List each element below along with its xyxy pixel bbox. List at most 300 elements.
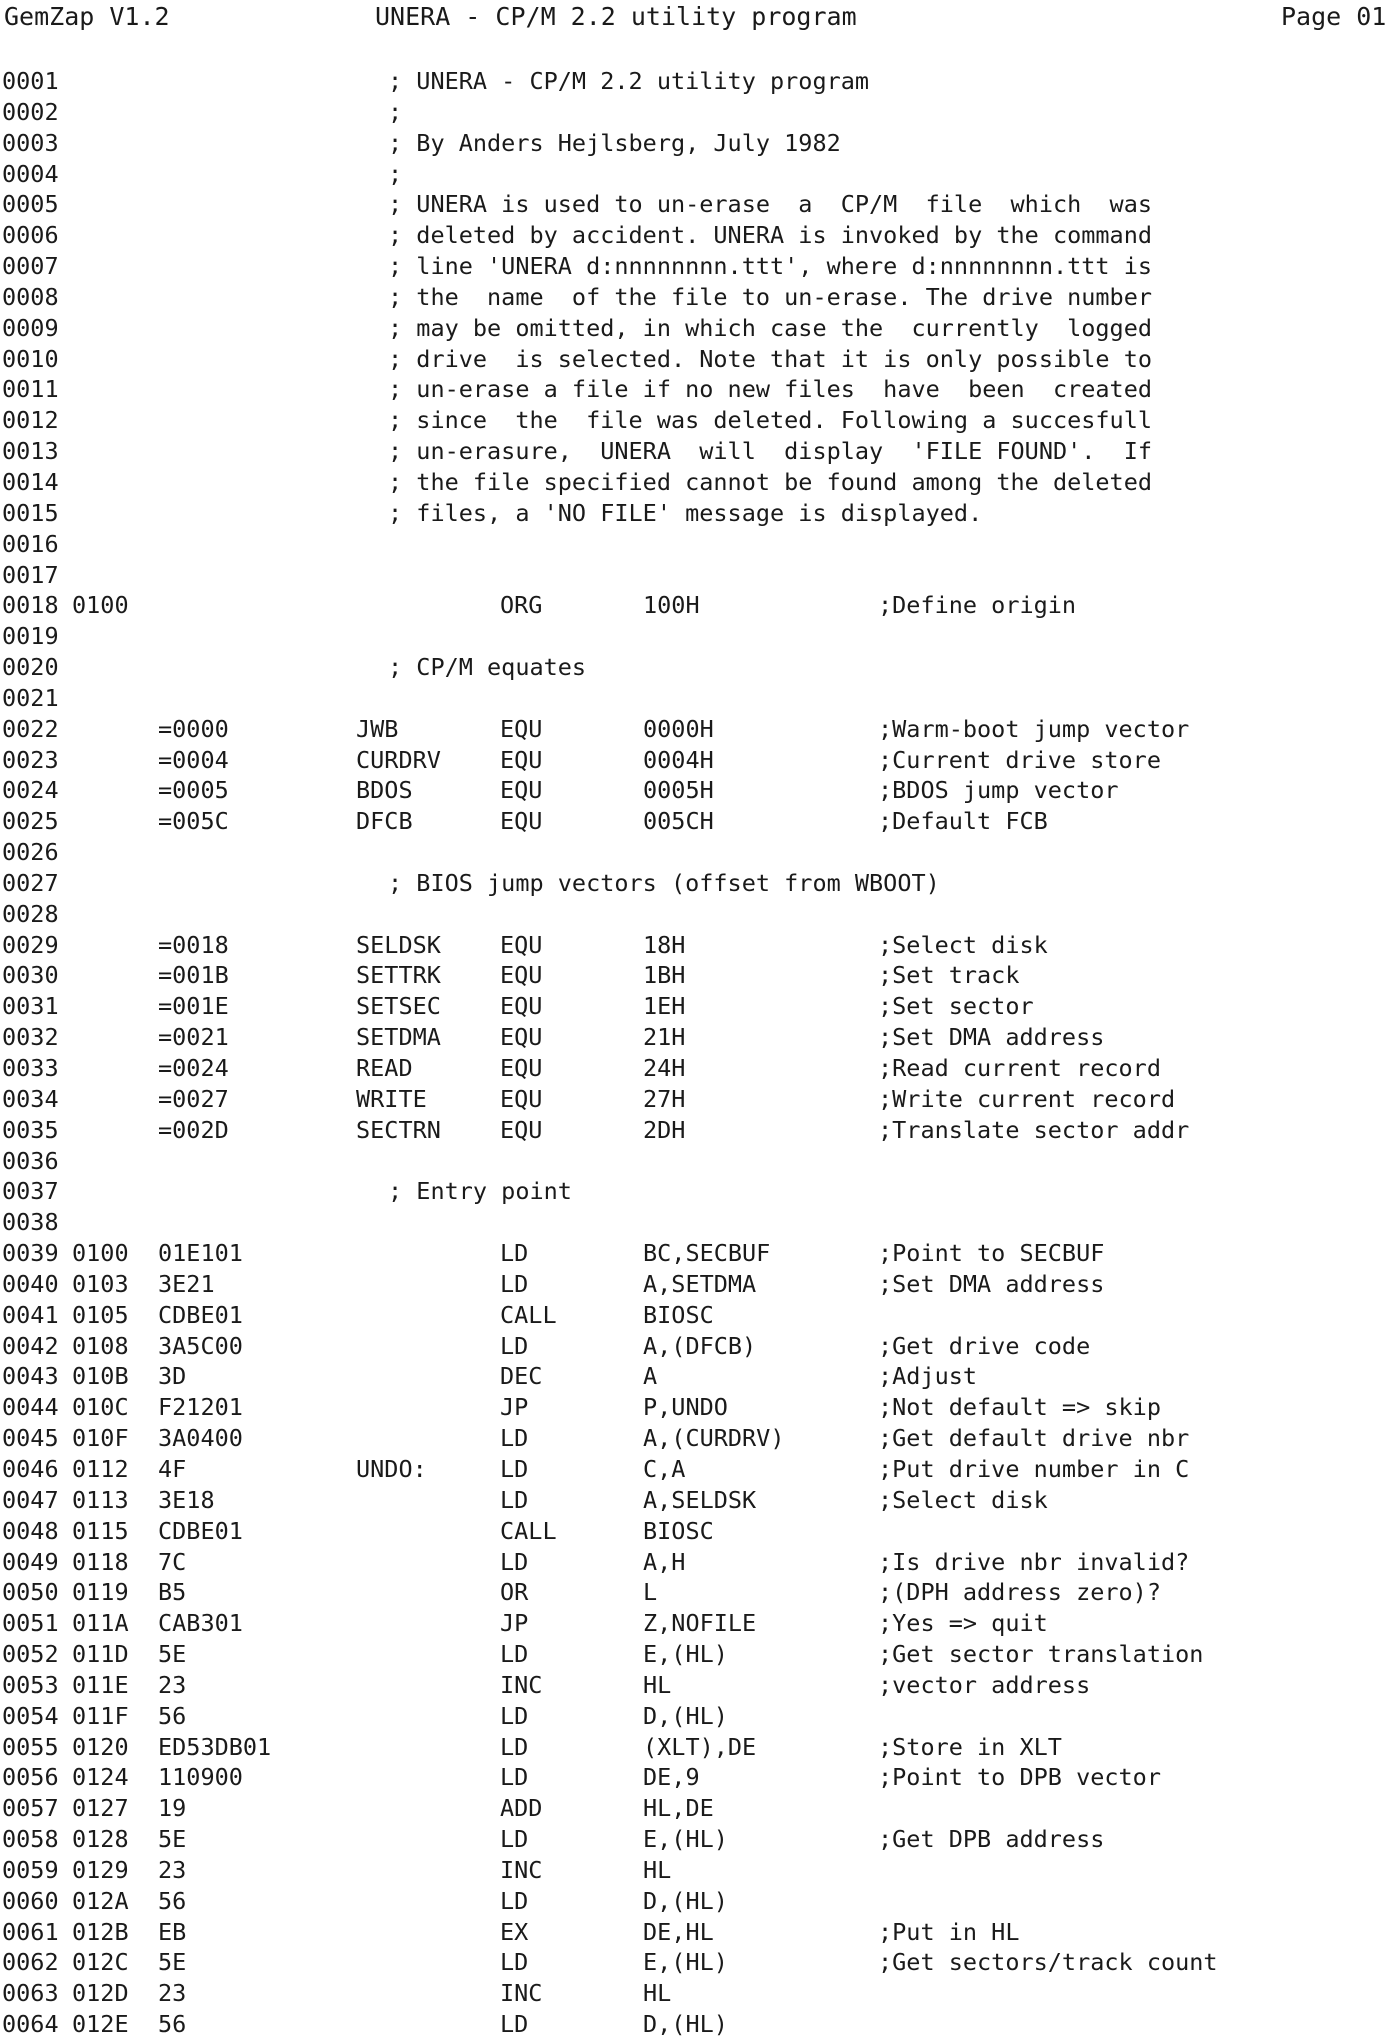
operand: A,SELDSK [643, 1485, 757, 1514]
line-number: 0027 [2, 868, 59, 897]
opcode: ORG [500, 591, 543, 620]
inline-comment: ;Read current record [878, 1054, 1161, 1082]
object-code: 5E [158, 1948, 187, 1977]
operand: A,H [643, 1547, 686, 1576]
line-number: 0041 [2, 1300, 59, 1329]
listing-line [0, 1608, 1386, 1639]
address: 010C [72, 1393, 129, 1422]
line-number: 0051 [2, 1609, 59, 1638]
inline-comment: ;Adjust [878, 1362, 978, 1391]
line-number: 0055 [2, 1732, 59, 1761]
address: 012E [72, 2010, 129, 2039]
listing-line [0, 683, 1386, 714]
listing-line [0, 313, 1386, 344]
object-code: EB [158, 1917, 187, 1946]
address: 0120 [72, 1732, 129, 1761]
line-number: 0058 [2, 1825, 59, 1854]
comment: ; By Anders Hejlsberg, July 1982 [388, 128, 841, 157]
label: DFCB [356, 807, 413, 836]
opcode: INC [500, 1670, 543, 1699]
line-number: 0001 [2, 67, 59, 95]
address: 0113 [72, 1485, 129, 1514]
operand: P,UNDO [643, 1393, 728, 1422]
inline-comment: ;Translate sector addr [878, 1115, 1190, 1144]
listing-line [0, 1855, 1386, 1886]
opcode: EQU [500, 807, 543, 836]
listing-line [0, 806, 1386, 837]
operand: A,(CURDRV) [643, 1424, 785, 1453]
address: 0129 [72, 1855, 129, 1884]
inline-comment: ;Set track [878, 961, 1020, 990]
listing-line [0, 960, 1386, 991]
line-number: 0038 [2, 1208, 59, 1237]
address: 012A [72, 1886, 129, 1915]
object-code: 19 [158, 1794, 187, 1823]
address: 0103 [72, 1269, 129, 1298]
page-header [0, 2, 1386, 42]
line-number: 0024 [2, 776, 59, 805]
object-code: 3D [158, 1362, 187, 1391]
inline-comment: ;Select disk [878, 930, 1048, 959]
listing-line [0, 1392, 1386, 1423]
operand: 1EH [643, 992, 686, 1021]
listing-line [0, 498, 1386, 529]
opcode: LD [500, 1424, 529, 1453]
listing-line [0, 1176, 1386, 1207]
listing-line [0, 1978, 1386, 2009]
line-number: 0020 [2, 653, 59, 682]
operand: 100H [643, 591, 700, 620]
line-number: 0008 [2, 282, 59, 311]
object-code: 3E21 [158, 1269, 215, 1298]
inline-comment: ;Point to SECBUF [878, 1239, 1105, 1268]
comment: ; [388, 159, 403, 188]
opcode: LD [500, 1763, 529, 1792]
line-number: 0032 [2, 1023, 59, 1052]
operand: (XLT),DE [643, 1732, 757, 1761]
line-number: 0060 [2, 1886, 59, 1915]
listing-line [0, 1454, 1386, 1485]
address: 011D [72, 1640, 129, 1669]
opcode: LD [500, 1640, 529, 1669]
page-title: UNERA - CP/M 2.2 utility program [375, 2, 857, 31]
listing-line [0, 745, 1386, 776]
listing-line [0, 1639, 1386, 1670]
address: 0115 [72, 1516, 129, 1545]
opcode: JP [500, 1609, 529, 1638]
line-number: 0050 [2, 1578, 59, 1607]
object-code: =0000 [158, 714, 229, 743]
object-code: =0018 [158, 930, 229, 959]
listing-line [0, 1485, 1386, 1516]
operand: 24H [643, 1054, 686, 1082]
line-number: 0018 [2, 591, 59, 620]
inline-comment: ;Not default => skip [878, 1393, 1161, 1422]
line-number: 0053 [2, 1670, 59, 1699]
listing-line [0, 405, 1386, 436]
address: 012C [72, 1948, 129, 1977]
opcode: LD [500, 1547, 529, 1576]
address: 0100 [72, 1239, 129, 1268]
operand: DE,9 [643, 1763, 700, 1792]
opcode: LD [500, 1454, 529, 1483]
operand: E,(HL) [643, 1948, 728, 1977]
object-code: 5E [158, 1640, 187, 1669]
object-code: =001B [158, 961, 229, 990]
line-number: 0043 [2, 1362, 59, 1391]
operand: HL [643, 1855, 672, 1884]
listing-line [0, 159, 1386, 190]
address: 011F [72, 1701, 129, 1730]
inline-comment: ;vector address [878, 1670, 1091, 1699]
operand: 21H [643, 1023, 686, 1052]
address: 0128 [72, 1825, 129, 1854]
object-code: CDBE01 [158, 1300, 243, 1329]
listing-line [0, 930, 1386, 961]
object-code: =001E [158, 992, 229, 1021]
line-number: 0049 [2, 1547, 59, 1576]
listing-line [0, 97, 1386, 128]
listing-line [0, 1115, 1386, 1146]
object-code: 23 [158, 1855, 187, 1884]
line-number: 0035 [2, 1115, 59, 1144]
listing-line [0, 66, 1386, 97]
opcode: EQU [500, 776, 543, 805]
address: 012B [72, 1917, 129, 1946]
address: 010F [72, 1424, 129, 1453]
operand: 27H [643, 1084, 686, 1113]
opcode: EQU [500, 714, 543, 743]
inline-comment: ;Get sectors/track count [878, 1948, 1218, 1977]
label: BDOS [356, 776, 413, 805]
operand: A [643, 1362, 658, 1391]
listing-line [0, 714, 1386, 745]
comment: ; since the file was deleted. Following a succesfull [388, 406, 1153, 435]
line-number: 0059 [2, 1855, 59, 1884]
inline-comment: ;Is drive nbr invalid? [878, 1547, 1190, 1576]
object-code: 01E101 [158, 1239, 243, 1268]
label: READ [356, 1054, 413, 1082]
label: SETDMA [356, 1023, 441, 1052]
line-number: 0007 [2, 252, 59, 281]
line-number: 0006 [2, 221, 59, 250]
operand: Z,NOFILE [643, 1609, 757, 1638]
inline-comment: ;Get sector translation [878, 1640, 1204, 1669]
comment: ; deleted by accident. UNERA is invoked by the command [388, 221, 1153, 250]
line-number: 0022 [2, 714, 59, 743]
object-code: 23 [158, 1979, 187, 2008]
inline-comment: ;Get default drive nbr [878, 1424, 1190, 1453]
line-number: 0005 [2, 190, 59, 219]
opcode: EQU [500, 961, 543, 990]
opcode: EQU [500, 745, 543, 774]
opcode: EQU [500, 1054, 543, 1082]
line-number: 0057 [2, 1794, 59, 1823]
operand: 1BH [643, 961, 686, 990]
opcode: LD [500, 1331, 529, 1360]
address: 0100 [72, 591, 129, 620]
comment: ; drive is selected. Note that it is only possible to [388, 344, 1153, 373]
inline-comment: ;Put drive number in C [878, 1454, 1190, 1483]
comment: ; line 'UNERA d:nnnnnnnn.ttt', where d:nnnnnnnn.ttt is [388, 252, 1153, 281]
opcode: EQU [500, 930, 543, 959]
line-number: 0021 [2, 683, 59, 712]
inline-comment: ;Set sector [878, 992, 1034, 1021]
object-code: =0005 [158, 776, 229, 805]
opcode: LD [500, 1269, 529, 1298]
label: JWB [356, 714, 399, 743]
listing-line [0, 1146, 1386, 1177]
assembly-listing [0, 66, 1386, 2040]
object-code: =002D [158, 1115, 229, 1144]
comment: ; the file specified cannot be found among the deleted [388, 467, 1153, 496]
object-code: 4F [158, 1454, 187, 1483]
line-number: 0031 [2, 992, 59, 1021]
inline-comment: ;BDOS jump vector [878, 776, 1119, 805]
opcode: EX [500, 1917, 529, 1946]
label: SETSEC [356, 992, 441, 1021]
program-name: GemZap V1.2 [4, 2, 170, 31]
listing-line [0, 1053, 1386, 1084]
inline-comment: ;Point to DPB vector [878, 1763, 1161, 1792]
object-code: 3E18 [158, 1485, 215, 1514]
listing-line [0, 1824, 1386, 1855]
listing-line [0, 1084, 1386, 1115]
label: UNDO: [356, 1454, 427, 1483]
object-code: =005C [158, 807, 229, 836]
comment: ; Entry point [388, 1177, 572, 1206]
address: 0124 [72, 1763, 129, 1792]
object-code: =0004 [158, 745, 229, 774]
inline-comment: ;Warm-boot jump vector [878, 714, 1190, 743]
operand: BIOSC [643, 1516, 714, 1545]
address: 012D [72, 1979, 129, 2008]
listing-line [0, 1269, 1386, 1300]
line-number: 0036 [2, 1146, 59, 1175]
inline-comment: ;Get DPB address [878, 1825, 1105, 1854]
line-number: 0052 [2, 1640, 59, 1669]
listing-line [0, 1331, 1386, 1362]
listing-line [0, 1238, 1386, 1269]
operand: E,(HL) [643, 1825, 728, 1854]
listing-line [0, 1947, 1386, 1978]
comment: ; UNERA is used to un-erase a CP/M file which was [388, 190, 1153, 219]
line-number: 0016 [2, 529, 59, 558]
listing-line [0, 1886, 1386, 1917]
listing-line [0, 899, 1386, 930]
line-number: 0003 [2, 128, 59, 157]
operand: DE,HL [643, 1917, 714, 1946]
operand: L [643, 1578, 658, 1607]
operand: A,(DFCB) [643, 1331, 757, 1360]
listing-line [0, 1917, 1386, 1948]
inline-comment: ;Default FCB [878, 807, 1048, 836]
opcode: EQU [500, 1023, 543, 1052]
object-code: 3A5C00 [158, 1331, 243, 1360]
listing-line [0, 251, 1386, 282]
opcode: CALL [500, 1300, 557, 1329]
line-number: 0030 [2, 961, 59, 990]
listing-line [0, 652, 1386, 683]
label: SELDSK [356, 930, 441, 959]
listing-line [0, 1207, 1386, 1238]
inline-comment: ;Get drive code [878, 1331, 1091, 1360]
object-code: B5 [158, 1578, 187, 1607]
line-number: 0044 [2, 1393, 59, 1422]
listing-line [0, 189, 1386, 220]
comment: ; un-erase a file if no new files have been created [388, 375, 1153, 404]
inline-comment: ;Define origin [878, 591, 1077, 620]
operand: E,(HL) [643, 1640, 728, 1669]
operand: BC,SECBUF [643, 1239, 771, 1268]
object-code: ED53DB01 [158, 1732, 272, 1761]
comment: ; un-erasure, UNERA will display 'FILE FOUND'. If [388, 437, 1153, 466]
operand: BIOSC [643, 1300, 714, 1329]
line-number: 0012 [2, 406, 59, 435]
opcode: EQU [500, 992, 543, 1021]
listing-line [0, 1022, 1386, 1053]
line-number: 0047 [2, 1485, 59, 1514]
line-number: 0011 [2, 375, 59, 404]
opcode: JP [500, 1393, 529, 1422]
line-number: 0037 [2, 1177, 59, 1206]
line-number: 0014 [2, 467, 59, 496]
line-number: 0023 [2, 745, 59, 774]
listing-line [0, 1423, 1386, 1454]
object-code: 3A0400 [158, 1424, 243, 1453]
line-number: 0042 [2, 1331, 59, 1360]
operand: 0004H [643, 745, 714, 774]
line-number: 0040 [2, 1269, 59, 1298]
line-number: 0002 [2, 97, 59, 126]
operand: 2DH [643, 1115, 686, 1144]
listing-line [0, 1701, 1386, 1732]
line-number: 0046 [2, 1454, 59, 1483]
operand: 18H [643, 930, 686, 959]
line-number: 0017 [2, 560, 59, 589]
object-code: 7C [158, 1547, 187, 1576]
listing-line [0, 1732, 1386, 1763]
operand: 0000H [643, 714, 714, 743]
operand: HL,DE [643, 1794, 714, 1823]
object-code: CDBE01 [158, 1516, 243, 1545]
listing-line [0, 868, 1386, 899]
object-code: F21201 [158, 1393, 243, 1422]
listing-line [0, 1670, 1386, 1701]
listing-line [0, 374, 1386, 405]
line-number: 0063 [2, 1979, 59, 2008]
comment: ; may be omitted, in which case the currently logged [388, 313, 1153, 342]
listing-line [0, 621, 1386, 652]
inline-comment: ;Set DMA address [878, 1269, 1105, 1298]
listing-line [0, 220, 1386, 251]
comment: ; the name of the file to un-erase. The drive number [388, 282, 1153, 311]
line-number: 0033 [2, 1054, 59, 1082]
comment: ; CP/M equates [388, 653, 587, 682]
line-number: 0010 [2, 344, 59, 373]
listing-line [0, 590, 1386, 621]
operand: D,(HL) [643, 2010, 728, 2039]
comment: ; [388, 97, 403, 126]
inline-comment: ;Select disk [878, 1485, 1048, 1514]
line-number: 0039 [2, 1239, 59, 1268]
listing-line [0, 529, 1386, 560]
opcode: DEC [500, 1362, 543, 1391]
listing-line [0, 128, 1386, 159]
object-code: 56 [158, 2010, 187, 2039]
label: WRITE [356, 1084, 427, 1113]
operand: A,SETDMA [643, 1269, 757, 1298]
listing-line [0, 2009, 1386, 2040]
listing-line [0, 344, 1386, 375]
page-number: Page 01 [1281, 2, 1386, 31]
listing-line [0, 991, 1386, 1022]
address: 0105 [72, 1300, 129, 1329]
inline-comment: ;Put in HL [878, 1917, 1020, 1946]
line-number: 0029 [2, 930, 59, 959]
address: 011E [72, 1670, 129, 1699]
comment: ; files, a 'NO FILE' message is displayed. [388, 498, 983, 527]
comment: ; BIOS jump vectors (offset from WBOOT) [388, 868, 940, 897]
inline-comment: ;Store in XLT [878, 1732, 1062, 1761]
opcode: INC [500, 1855, 543, 1884]
address: 010B [72, 1362, 129, 1391]
line-number: 0061 [2, 1917, 59, 1946]
object-code: CAB301 [158, 1609, 243, 1638]
line-number: 0015 [2, 498, 59, 527]
comment: ; UNERA - CP/M 2.2 utility program [388, 67, 870, 95]
listing-line [0, 775, 1386, 806]
object-code: 23 [158, 1670, 187, 1699]
inline-comment: ;Write current record [878, 1084, 1176, 1113]
inline-comment: ;(DPH address zero)? [878, 1578, 1161, 1607]
operand: HL [643, 1670, 672, 1699]
line-number: 0048 [2, 1516, 59, 1545]
listing-line [0, 1793, 1386, 1824]
listing-line [0, 837, 1386, 868]
operand: 005CH [643, 807, 714, 836]
opcode: EQU [500, 1115, 543, 1144]
operand: D,(HL) [643, 1886, 728, 1915]
line-number: 0009 [2, 313, 59, 342]
opcode: LD [500, 1701, 529, 1730]
line-number: 0064 [2, 2010, 59, 2039]
line-number: 0045 [2, 1424, 59, 1453]
inline-comment: ;Current drive store [878, 745, 1161, 774]
opcode: LD [500, 1732, 529, 1761]
line-number: 0028 [2, 899, 59, 928]
line-number: 0025 [2, 807, 59, 836]
inline-comment: ;Yes => quit [878, 1609, 1048, 1638]
opcode: EQU [500, 1084, 543, 1113]
object-code: 56 [158, 1701, 187, 1730]
listing-line [0, 1516, 1386, 1547]
opcode: LD [500, 2010, 529, 2039]
opcode: INC [500, 1979, 543, 2008]
address: 011A [72, 1609, 129, 1638]
line-number: 0004 [2, 159, 59, 188]
object-code: 5E [158, 1825, 187, 1854]
listing-line [0, 1577, 1386, 1608]
address: 0127 [72, 1794, 129, 1823]
operand: HL [643, 1979, 672, 2008]
listing-line [0, 282, 1386, 313]
listing-line [0, 436, 1386, 467]
address: 0108 [72, 1331, 129, 1360]
opcode: ADD [500, 1794, 543, 1823]
inline-comment: ;Set DMA address [878, 1023, 1105, 1052]
listing-line [0, 1762, 1386, 1793]
